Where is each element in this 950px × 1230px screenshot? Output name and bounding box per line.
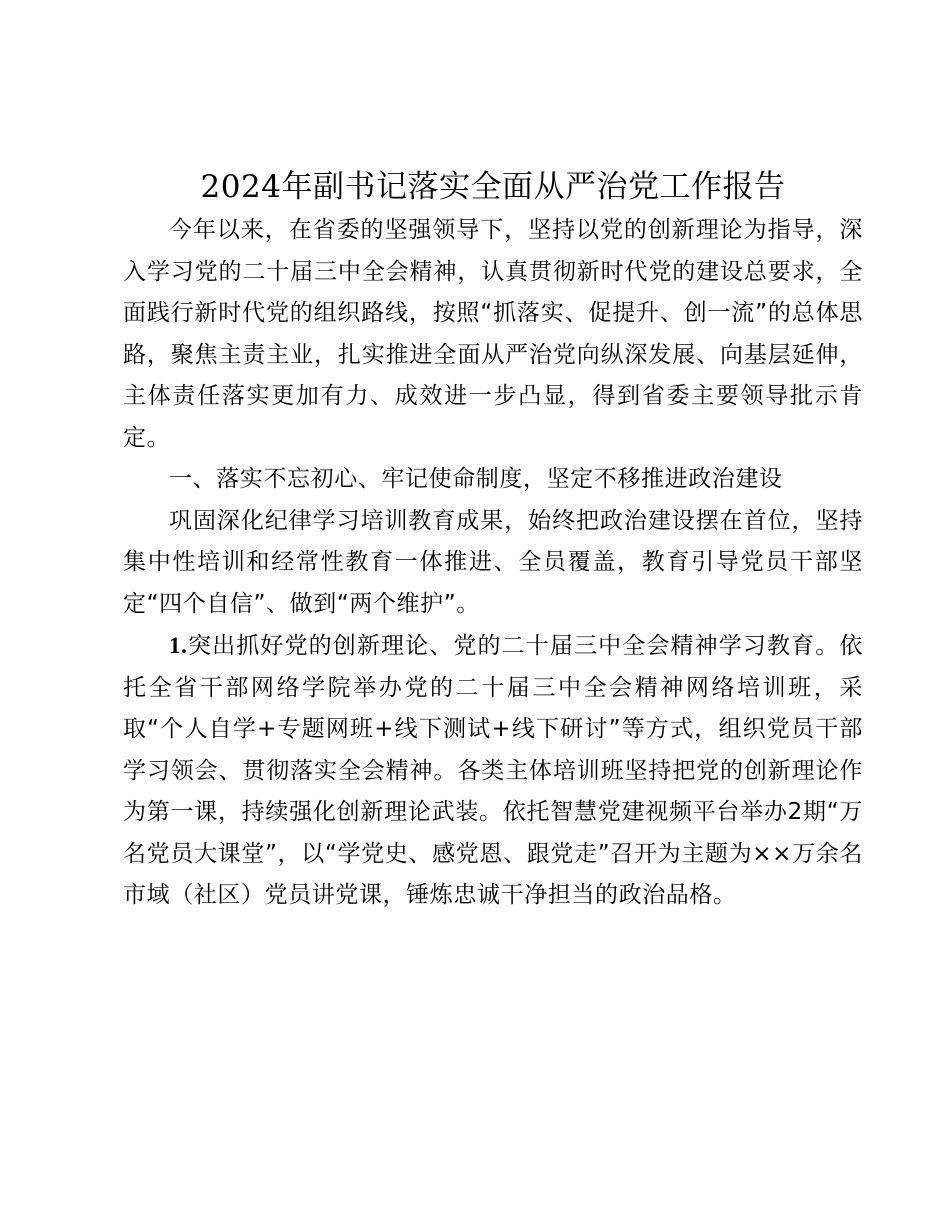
- item-1-number: 1.: [169, 633, 188, 658]
- item-1-paragraph: [123, 625, 863, 917]
- intro-paragraph: 今年以来，在省委的坚强领导下，坚持以党的创新理论为指导，深入学习党的二十届三中全会精神，认真贯彻新时代党的建设总要求，全面践行新时代党的组织路线，按照“抓落实、促提升、创一流”的总体思路，聚焦主责主业，扎实推进全面从严治党向纵深发展、向基层延伸，主体责任落实更加有力、成效进一步凸显，得到省委主要领导批示肯定。: [123, 217, 863, 451]
- document-body: [123, 164, 863, 917]
- document-title: 2024年副书记落实全面从严治党工作报告: [200, 169, 786, 205]
- section-1-heading: 一、落实不忘初心、牢记使命制度，坚定不移推进政治建设: [169, 466, 783, 492]
- section-1-paragraph: 巩固深化纪律学习培训教育成果，始终把政治建设摆在首位，坚持集中性培训和经常性教育一体推进、全员覆盖，教育引导党员干部坚定“四个自信”、做到“两个维护”。: [123, 507, 863, 617]
- item-1-text: 突出抓好党的创新理论、党的二十届三中全会精神学习教育。依托全省干部网络学院举办党的二十届三中全会精神网络培训班，采取“个人自学+专题网班+线下测试+线下研讨”等方式，组织党员干部学习领会、贯彻落实全会精神。各类主体培训班坚持把党的创新理论作为第一课，持续强化创新理论武装。依托智慧党建视频平台举办2期“万名党员大课堂”，以“学党史、感党恩、跟党走”召开为主题为××万余名市域（社区）党员讲党课，锤炼忠诚干净担当的政治品格。: [123, 633, 863, 908]
